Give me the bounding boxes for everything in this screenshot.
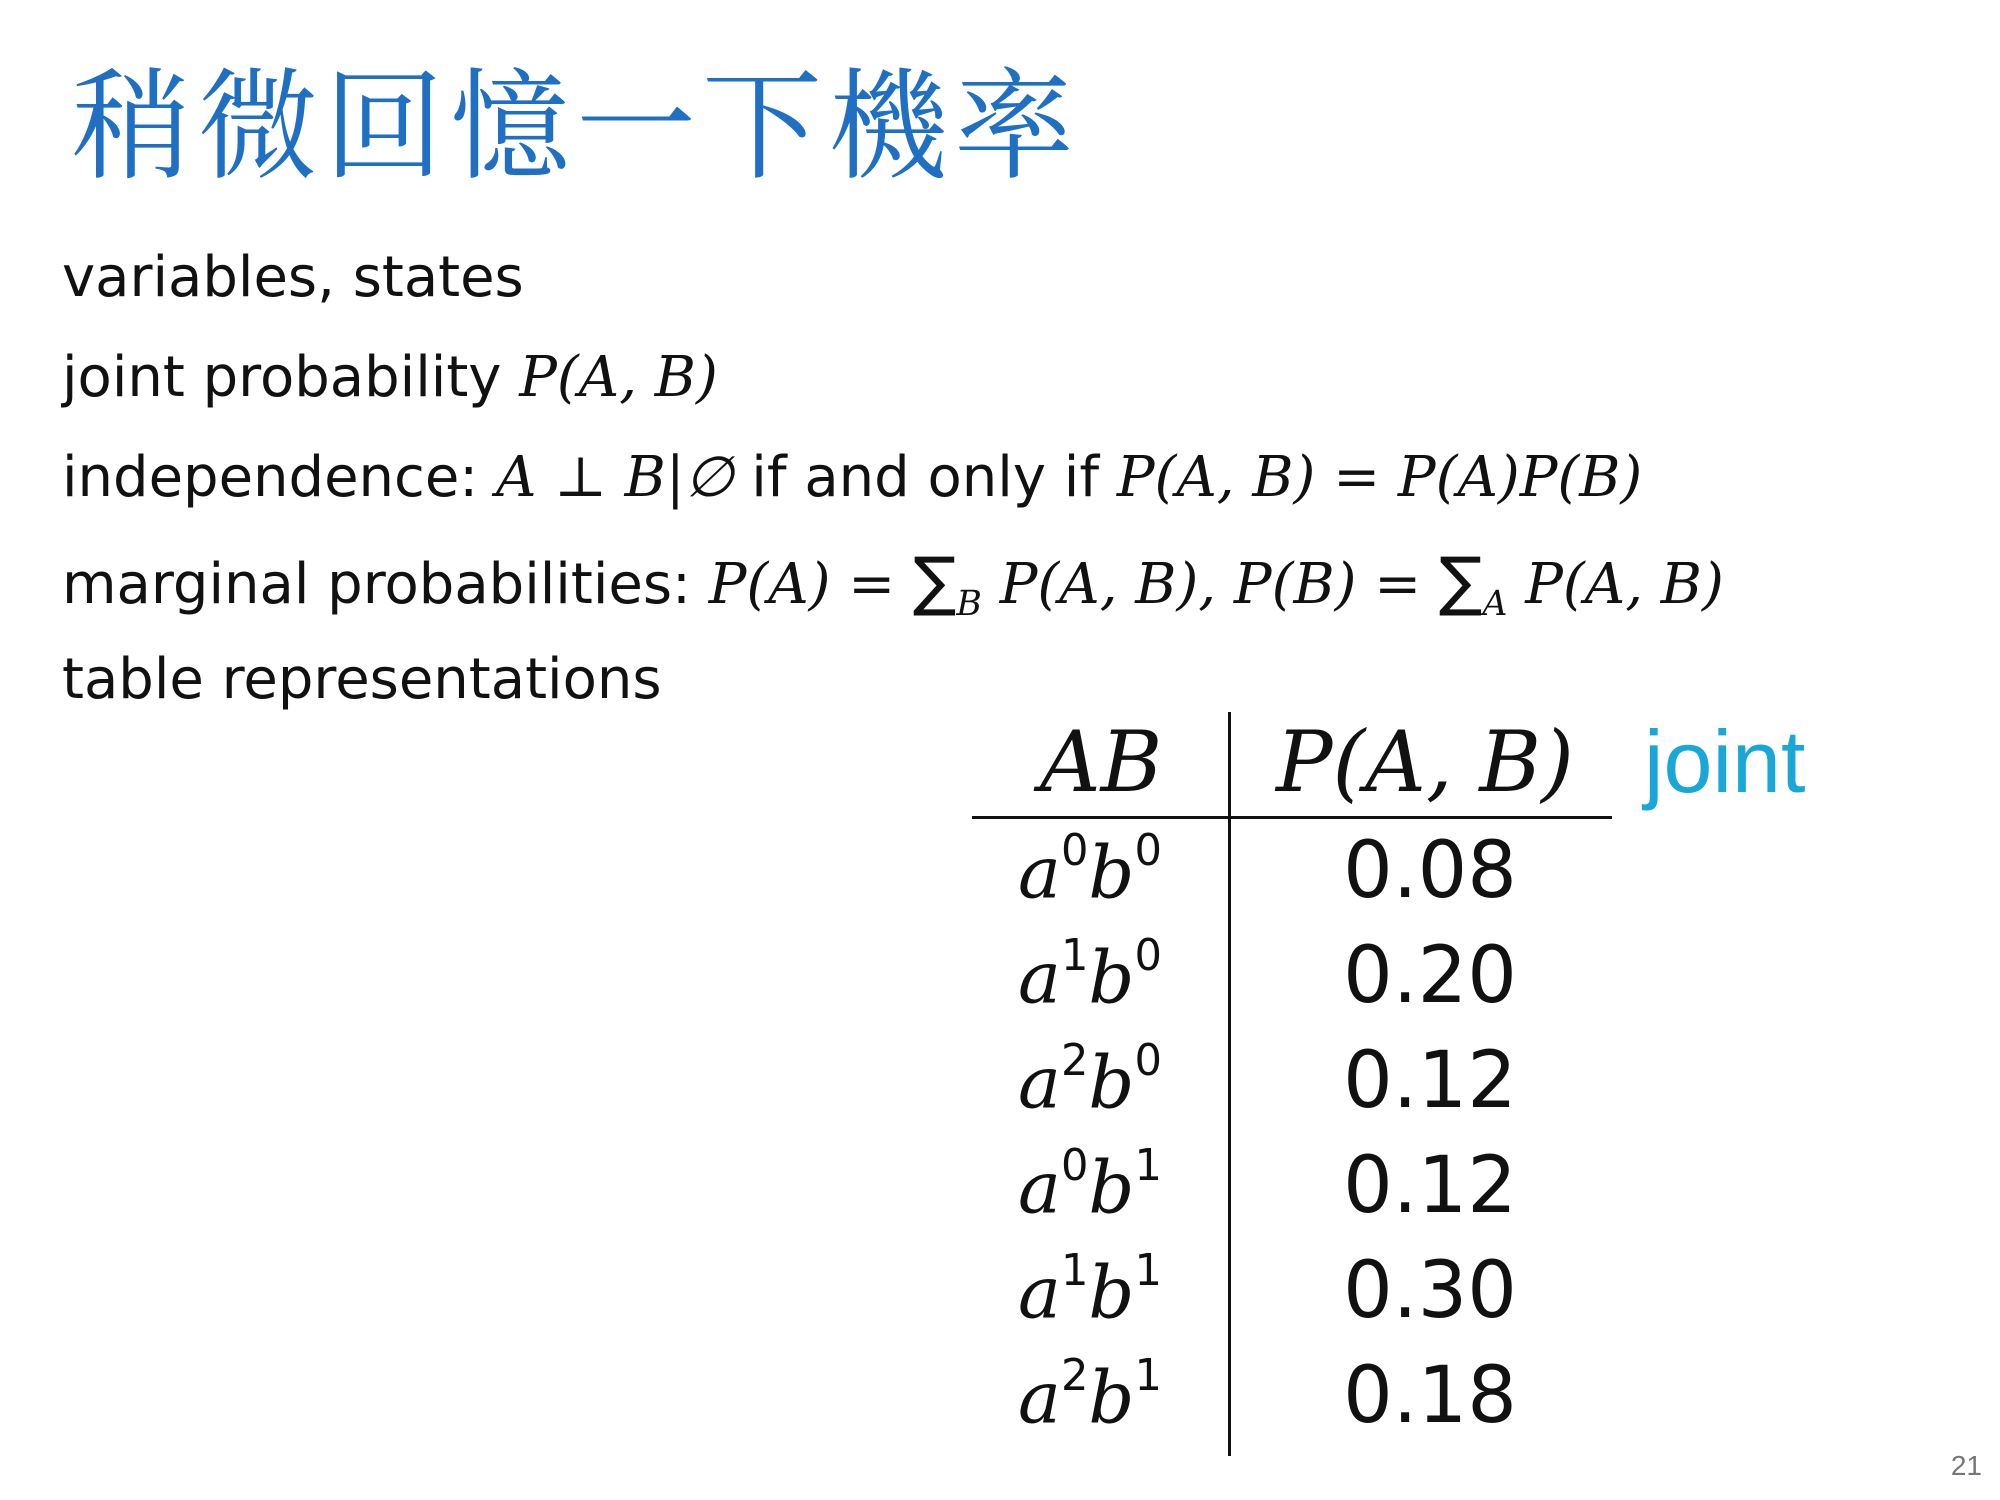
independence-equation: P(A, B) = P(A)P(B) [1116, 445, 1643, 510]
table-row-label [1018, 1036, 1198, 1125]
row-a-superscript: 0 [1060, 1141, 1089, 1191]
row-a: a [1018, 1040, 1061, 1125]
sum-symbol-a: ∑ [1438, 544, 1483, 619]
bullet-independence-text: independence: [62, 445, 496, 510]
row-a: a [1018, 830, 1061, 915]
table-header-pab: P(A, B) [1276, 713, 1574, 811]
bullet-joint-probability [62, 345, 718, 410]
row-a: a [1018, 1250, 1061, 1335]
table-row-value: 0.12 [1343, 1036, 1517, 1126]
row-b-superscript: 1 [1134, 1351, 1162, 1401]
row-b-superscript: 1 [1134, 1246, 1162, 1296]
bullet-independence [62, 445, 1643, 510]
bullet-marginal [62, 544, 1724, 625]
table-header-divider [972, 816, 1612, 819]
marginal-formula-a: P(A) = [708, 552, 914, 617]
row-b: b [1088, 1355, 1135, 1440]
table-row-value: 0.20 [1343, 931, 1517, 1021]
table-row-value: 0.18 [1343, 1351, 1517, 1441]
row-b-superscript: 0 [1134, 826, 1162, 876]
row-a-superscript: 1 [1060, 1246, 1089, 1296]
bullet-marginal-text: marginal probabilities: [62, 552, 709, 617]
sum-symbol-b: ∑ [913, 544, 957, 619]
row-b-superscript: 0 [1134, 1036, 1162, 1086]
marginal-formula-b: P(A, B), P(B) = [981, 552, 1439, 617]
table-row-label [1018, 1351, 1198, 1440]
joint-probability-formula: P(A, B) [519, 345, 718, 410]
table-row-label [1018, 1246, 1198, 1335]
row-a-superscript: 1 [1060, 931, 1089, 981]
row-b: b [1088, 935, 1135, 1020]
bullet-independence-iff: if and only if [733, 445, 1117, 510]
row-a: a [1018, 1355, 1061, 1440]
joint-label: joint [1644, 712, 1806, 811]
row-a-superscript: 0 [1060, 826, 1089, 876]
row-b-superscript: 1 [1134, 1141, 1162, 1191]
row-a-superscript: 2 [1060, 1036, 1089, 1086]
bullet-joint-text: joint probability [62, 345, 520, 410]
page-number: 21 [1950, 1450, 1982, 1481]
row-a: a [1018, 935, 1061, 1020]
slide-title: 稍微回憶一下機率 [72, 58, 1080, 197]
row-b: b [1088, 1145, 1135, 1230]
row-b: b [1088, 1040, 1135, 1125]
row-b-superscript: 0 [1134, 931, 1162, 981]
table-row-value: 0.30 [1343, 1246, 1517, 1336]
independence-formula: A ⊥ B|∅ [495, 445, 734, 510]
table-row-value: 0.12 [1343, 1141, 1517, 1231]
table-header-ab: AB [1040, 713, 1163, 811]
row-a: a [1018, 1145, 1061, 1230]
table-row-label [1018, 931, 1198, 1020]
row-b: b [1088, 830, 1135, 915]
sum-subscript-b: B [956, 584, 982, 625]
row-b: b [1088, 1250, 1135, 1335]
bullet-variables-states: variables, states [62, 245, 524, 310]
bullet-table-representations: table representations [62, 647, 662, 712]
row-a-superscript: 2 [1060, 1351, 1089, 1401]
table-row-label [1018, 1141, 1198, 1230]
sum-subscript-a: A [1482, 584, 1508, 625]
table-column-divider [1228, 712, 1231, 1456]
marginal-formula-c: P(A, B) [1507, 552, 1724, 617]
table-row-value: 0.08 [1343, 826, 1517, 916]
table-row-label [1018, 826, 1198, 915]
